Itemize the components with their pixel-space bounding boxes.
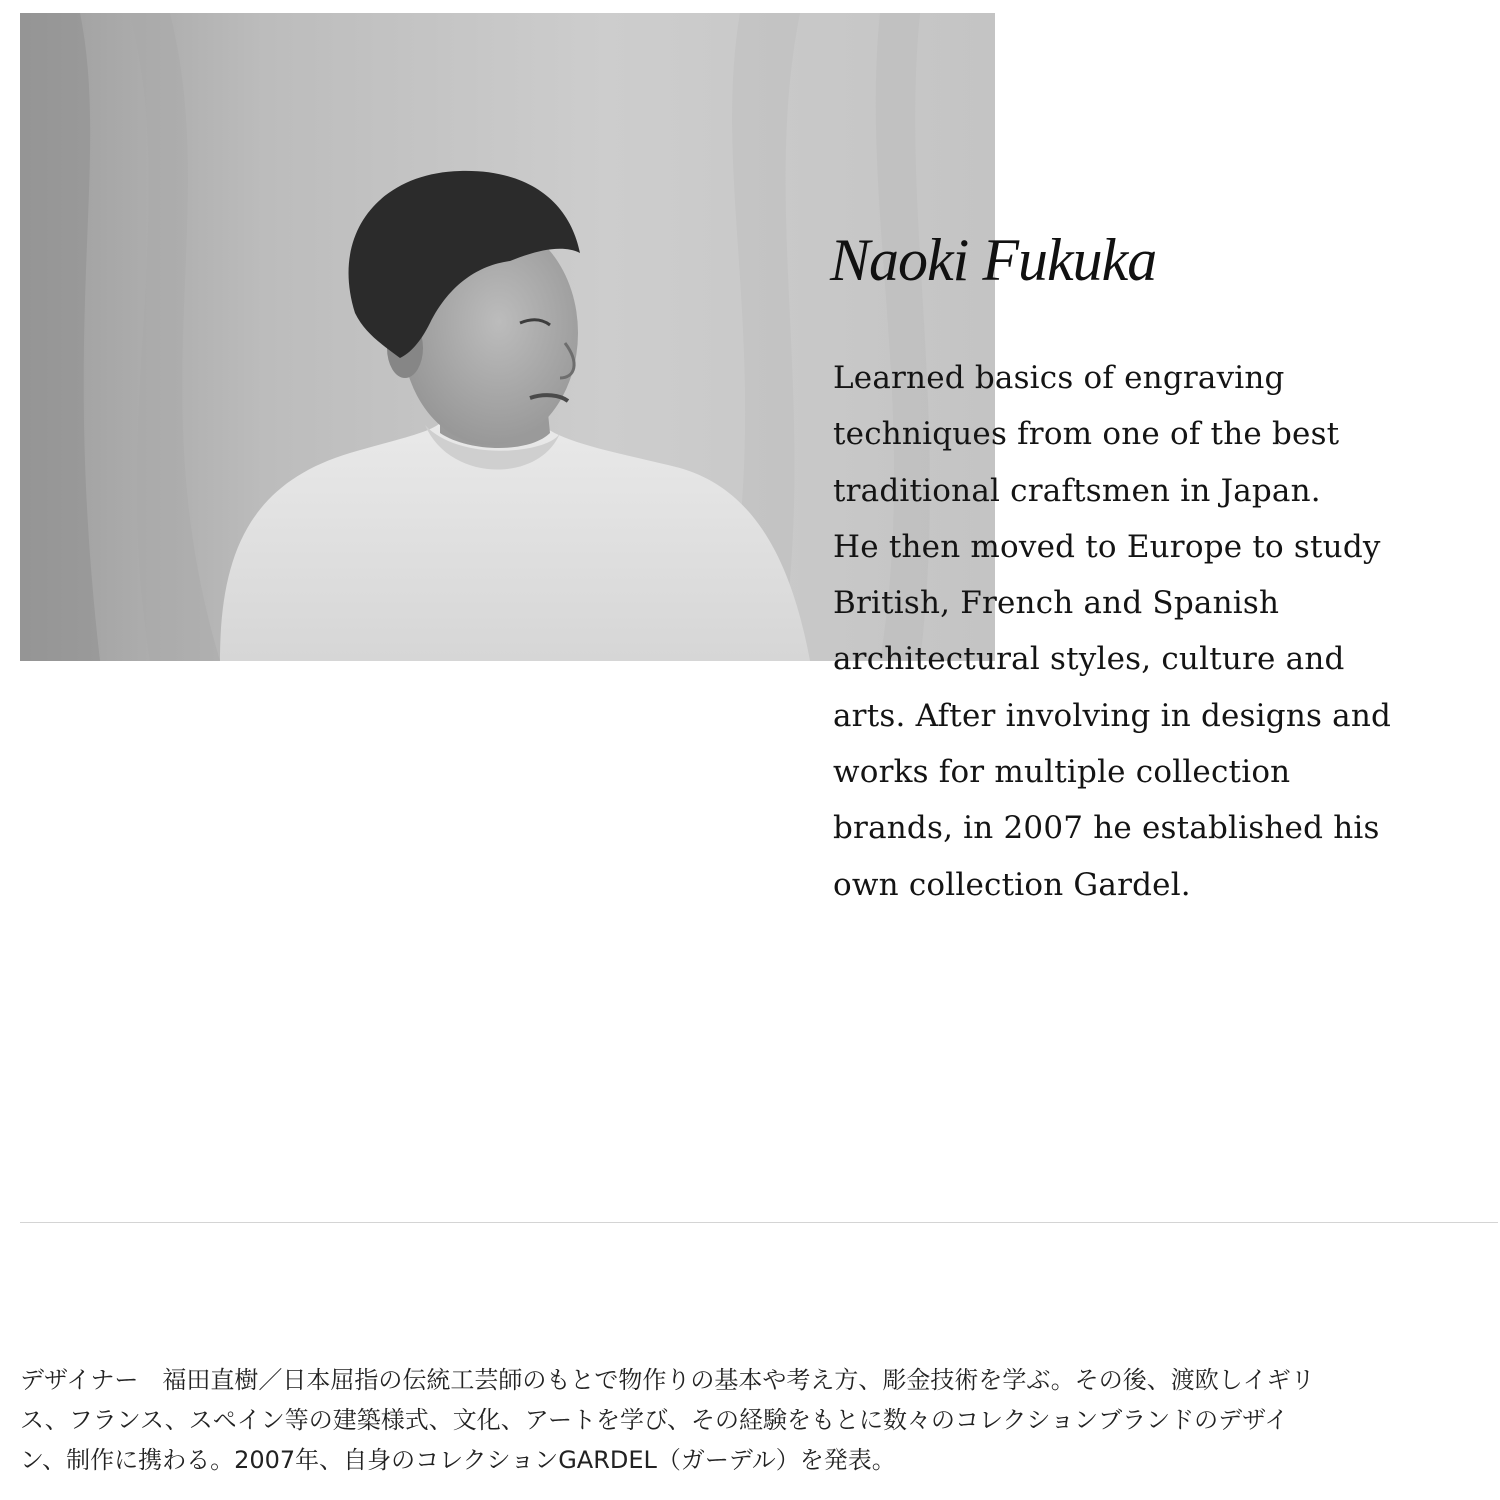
section-divider — [20, 1222, 1498, 1223]
bio-line: British, French and Spanish — [833, 585, 1280, 622]
bio-line: Learned basics of engraving — [833, 360, 1285, 396]
bio-line: techniques from one of the best — [833, 416, 1340, 453]
bio-line: works for multiple collection — [833, 754, 1291, 791]
designer-bio-japanese — [20, 1360, 1490, 1480]
bio-ja-line: ン、制作に携わる。2007年、自身のコレクションGARDEL（ガーデル）を発表。 — [20, 1446, 896, 1474]
bio-ja-line: デザイナー 福田直樹／日本屈指の伝統工芸師のもとで物作りの基本や考え方、彫金技術を学ぶ。その後、渡欧しイギリ — [20, 1366, 1315, 1394]
bio-line: He then moved to Europe to study — [833, 528, 1381, 565]
bio-line: architectural styles, culture and — [833, 641, 1345, 678]
bio-line: traditional craftsmen in Japan. — [833, 472, 1321, 509]
bio-line: arts. After involving in designs and — [833, 697, 1392, 734]
bio-line: own collection Gardel. — [833, 866, 1191, 903]
bio-line: brands, in 2007 he established his — [833, 810, 1380, 847]
designer-bio-english — [833, 350, 1473, 913]
bio-ja-line: ス、フランス、スペイン等の建築様式、文化、アートを学び、その経験をもとに数々のコレクションブランドのデザイ — [20, 1406, 1289, 1434]
designer-name: Naoki Fukuka — [830, 227, 1157, 293]
